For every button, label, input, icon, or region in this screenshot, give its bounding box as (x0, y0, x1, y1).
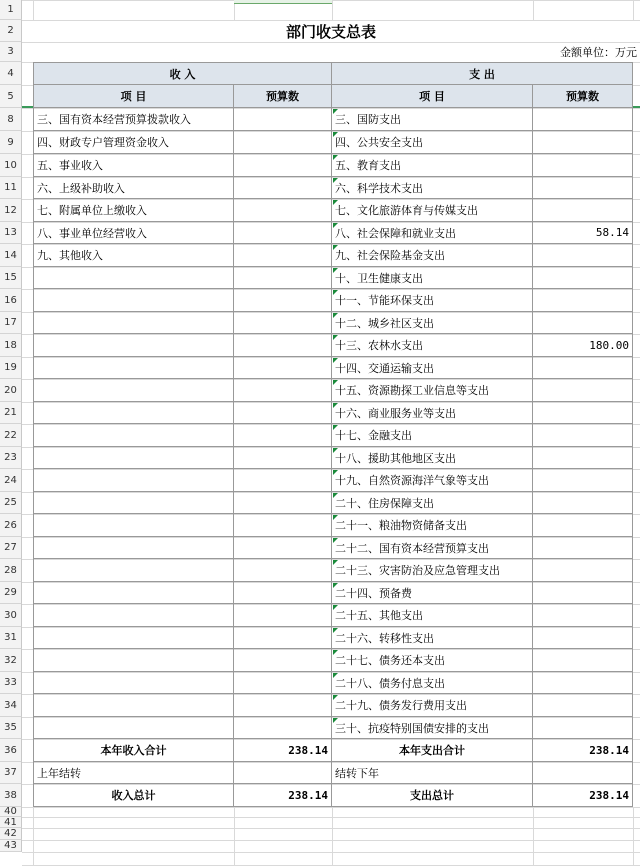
expense-item-cell[interactable]: 二十八、债务付息支出 (332, 672, 533, 694)
income-budget-cell[interactable] (234, 694, 332, 717)
income-budget-header[interactable]: 预算数 (234, 85, 332, 108)
cell-comment-marker-icon (333, 628, 338, 633)
expense-budget-cell[interactable] (533, 267, 633, 289)
row-header[interactable]: 27 (0, 537, 22, 559)
row-header[interactable]: 19 (0, 357, 22, 379)
income-item-cell[interactable]: 五、事业收入 (33, 154, 234, 177)
income-total-value[interactable]: 238.14 (234, 784, 332, 807)
income-budget-cell[interactable] (234, 537, 332, 559)
cell-comment-marker-icon (333, 583, 338, 588)
row-header[interactable]: 12 (0, 199, 22, 222)
gridline (22, 817, 640, 818)
income-budget-cell[interactable] (234, 514, 332, 537)
expense-budget-cell[interactable] (533, 672, 633, 694)
expense-item-cell[interactable]: 二十三、灾害防治及应急管理支出 (332, 559, 533, 582)
row-header[interactable]: 18 (0, 334, 22, 357)
expense-header[interactable]: 支 出 (332, 62, 633, 85)
income-item-cell[interactable]: 八、事业单位经营收入 (33, 222, 234, 244)
income-budget-cell[interactable] (234, 312, 332, 334)
cell-comment-marker-icon (333, 223, 338, 228)
gridline (332, 0, 333, 20)
expense-budget-cell[interactable] (533, 379, 633, 402)
income-item-cell[interactable] (33, 559, 234, 582)
row-header[interactable]: 1 (0, 0, 22, 20)
income-total-label[interactable]: 本年收入合计 (33, 739, 234, 762)
income-budget-cell[interactable] (234, 649, 332, 672)
row-header[interactable]: 16 (0, 289, 22, 312)
cell-comment-marker-icon (333, 335, 338, 340)
income-budget-cell[interactable] (234, 672, 332, 694)
expense-budget-cell[interactable] (533, 537, 633, 559)
expense-total-value[interactable]: 238.14 (533, 739, 633, 762)
row-header[interactable]: 30 (0, 604, 22, 627)
cell-comment-marker-icon (333, 403, 338, 408)
income-item-cell[interactable] (33, 582, 234, 604)
expense-budget-cell[interactable] (533, 312, 633, 334)
income-budget-cell[interactable] (234, 222, 332, 244)
expense-budget-cell[interactable] (533, 402, 633, 424)
cell-comment-marker-icon (333, 245, 338, 250)
cell-comment-marker-icon (333, 178, 338, 183)
cell-comment-marker-icon (333, 290, 338, 295)
cell-comment-marker-icon (333, 200, 338, 205)
income-item-cell[interactable] (33, 289, 234, 312)
cell-comment-marker-icon (333, 515, 338, 520)
expense-item-cell[interactable]: 二十九、债务发行费用支出 (332, 694, 533, 717)
cell-comment-marker-icon (333, 650, 338, 655)
row-header[interactable]: 4 (0, 62, 22, 85)
expense-item-cell[interactable]: 十八、援助其他地区支出 (332, 447, 533, 469)
expense-budget-cell[interactable] (533, 649, 633, 672)
row-header[interactable]: 10 (0, 154, 22, 177)
expense-budget-cell[interactable] (533, 627, 633, 649)
expense-budget-cell[interactable] (533, 424, 633, 447)
expense-budget-cell[interactable] (533, 604, 633, 627)
cell-comment-marker-icon (333, 605, 338, 610)
income-item-cell[interactable] (33, 537, 234, 559)
income-total-value[interactable]: 238.14 (234, 739, 332, 762)
row-header[interactable]: 29 (0, 582, 22, 604)
gridline (332, 807, 333, 865)
income-total-label[interactable]: 上年结转 (33, 762, 234, 784)
income-budget-cell[interactable] (234, 717, 332, 739)
income-item-cell[interactable] (33, 492, 234, 514)
expense-item-cell[interactable]: 六、科学技术支出 (332, 177, 533, 199)
income-item-cell[interactable] (33, 402, 234, 424)
cell-comment-marker-icon (333, 493, 338, 498)
row-header[interactable]: 43 (0, 840, 22, 852)
income-budget-cell[interactable] (234, 267, 332, 289)
expense-item-cell[interactable]: 二十一、粮油物资储备支出 (332, 514, 533, 537)
expense-item-cell[interactable]: 十五、资源勘探工业信息等支出 (332, 379, 533, 402)
row-header[interactable]: 14 (0, 244, 22, 267)
unit-label: 金额单位：万元 (560, 46, 637, 59)
row-header[interactable]: 11 (0, 177, 22, 199)
expense-budget-cell[interactable] (533, 694, 633, 717)
income-item-cell[interactable] (33, 717, 234, 739)
row-header[interactable]: 28 (0, 559, 22, 582)
expense-item-cell[interactable]: 七、文化旅游体育与传媒支出 (332, 199, 533, 222)
cell-comment-marker-icon (333, 560, 338, 565)
income-budget-cell[interactable] (234, 604, 332, 627)
expense-budget-cell[interactable] (533, 357, 633, 379)
expense-item-cell[interactable]: 十、卫生健康支出 (332, 267, 533, 289)
cell-comment-marker-icon (333, 673, 338, 678)
expense-budget-cell[interactable] (533, 177, 633, 199)
income-budget-cell[interactable] (234, 154, 332, 177)
row-header[interactable]: 26 (0, 514, 22, 537)
expense-item-cell[interactable]: 二十二、国有资本经营预算支出 (332, 537, 533, 559)
expense-total-value[interactable]: 238.14 (533, 784, 633, 807)
income-item-cell[interactable]: 六、上级补助收入 (33, 177, 234, 199)
expense-item-cell[interactable]: 三十、抗疫特别国债安排的支出 (332, 717, 533, 739)
row-header[interactable]: 3 (0, 42, 22, 62)
expense-item-cell[interactable]: 三、国防支出 (332, 108, 533, 131)
cell-comment-marker-icon (333, 425, 338, 430)
expense-item-cell[interactable]: 二十五、其他支出 (332, 604, 533, 627)
expense-budget-cell[interactable] (533, 199, 633, 222)
row-header[interactable]: 5 (0, 85, 22, 108)
income-budget-cell[interactable] (234, 199, 332, 222)
row-header[interactable]: 15 (0, 267, 22, 289)
income-item-cell[interactable]: 七、附属单位上缴收入 (33, 199, 234, 222)
cell-comment-marker-icon (333, 718, 338, 723)
row-header[interactable]: 24 (0, 469, 22, 492)
gridline (22, 807, 640, 808)
expense-budget-cell[interactable] (533, 492, 633, 514)
income-item-cell[interactable] (33, 447, 234, 469)
income-item-cell[interactable] (33, 694, 234, 717)
income-budget-cell[interactable] (234, 582, 332, 604)
expense-item-cell[interactable]: 十三、农林水支出 (332, 334, 533, 357)
expense-budget-cell[interactable] (533, 469, 633, 492)
expense-item-cell[interactable]: 十一、节能环保支出 (332, 289, 533, 312)
income-item-cell[interactable] (33, 469, 234, 492)
cell-comment-marker-icon (333, 358, 338, 363)
row-header[interactable]: 36 (0, 739, 22, 762)
expense-budget-cell[interactable]: 180.00 (533, 334, 633, 357)
expense-item-cell[interactable]: 二十、住房保障支出 (332, 492, 533, 514)
row-header[interactable]: 34 (0, 694, 22, 717)
income-item-cell[interactable] (33, 424, 234, 447)
income-item-header[interactable]: 项 目 (33, 85, 234, 108)
income-item-cell[interactable] (33, 379, 234, 402)
income-budget-cell[interactable] (234, 424, 332, 447)
cell-comment-marker-icon (333, 132, 338, 137)
income-total-value[interactable] (234, 762, 332, 784)
cell-comment-marker-icon (333, 538, 338, 543)
row-header[interactable]: 9 (0, 131, 22, 154)
expense-item-cell[interactable]: 二十六、转移性支出 (332, 627, 533, 649)
row-header[interactable]: 17 (0, 312, 22, 334)
income-item-cell[interactable] (33, 604, 234, 627)
expense-budget-cell[interactable] (533, 514, 633, 537)
income-item-cell[interactable] (33, 649, 234, 672)
row-header[interactable]: 37 (0, 762, 22, 784)
cell-comment-marker-icon (333, 380, 338, 385)
row-header[interactable]: 25 (0, 492, 22, 514)
expense-item-cell[interactable]: 十四、交通运输支出 (332, 357, 533, 379)
gridline (22, 840, 640, 841)
cell-comment-marker-icon (333, 109, 338, 114)
income-item-cell[interactable] (33, 334, 234, 357)
income-item-cell[interactable]: 三、国有资本经营预算拨款收入 (33, 108, 234, 131)
income-budget-cell[interactable] (234, 627, 332, 649)
income-budget-cell[interactable] (234, 379, 332, 402)
income-budget-cell[interactable] (234, 244, 332, 267)
expense-item-cell[interactable]: 五、教育支出 (332, 154, 533, 177)
row-header[interactable]: 20 (0, 379, 22, 402)
expense-budget-cell[interactable] (533, 289, 633, 312)
row-header[interactable]: 8 (0, 108, 22, 131)
expense-item-header[interactable]: 项 目 (332, 85, 533, 108)
cell-comment-marker-icon (333, 268, 338, 273)
income-item-cell[interactable] (33, 357, 234, 379)
gridline (22, 828, 640, 829)
expense-budget-cell[interactable] (533, 131, 633, 154)
income-item-cell[interactable] (33, 267, 234, 289)
expense-item-cell[interactable]: 二十七、债务还本支出 (332, 649, 533, 672)
income-budget-cell[interactable] (234, 108, 332, 131)
expense-item-cell[interactable]: 十九、自然资源海洋气象等支出 (332, 469, 533, 492)
gridline (633, 0, 634, 20)
income-budget-cell[interactable] (234, 492, 332, 514)
gridline (33, 0, 34, 20)
income-item-cell[interactable] (33, 312, 234, 334)
row-header[interactable]: 31 (0, 627, 22, 649)
income-item-cell[interactable] (33, 514, 234, 537)
income-budget-cell[interactable] (234, 559, 332, 582)
income-budget-cell[interactable] (234, 447, 332, 469)
expense-total-label[interactable]: 结转下年 (332, 762, 533, 784)
row-header[interactable]: 42 (0, 828, 22, 840)
cell-comment-marker-icon (333, 695, 338, 700)
row-header[interactable]: 41 (0, 817, 22, 828)
expense-budget-cell[interactable] (533, 559, 633, 582)
expense-item-cell[interactable]: 十六、商业服务业等支出 (332, 402, 533, 424)
row-header[interactable]: 32 (0, 649, 22, 672)
gridline (533, 0, 534, 20)
cell-comment-marker-icon (333, 470, 338, 475)
expense-item-cell[interactable]: 二十四、预备费 (332, 582, 533, 604)
income-item-cell[interactable]: 九、其他收入 (33, 244, 234, 267)
row-header[interactable]: 38 (0, 784, 22, 807)
gridline (22, 852, 640, 853)
income-budget-cell[interactable] (234, 334, 332, 357)
expense-item-cell[interactable]: 四、公共安全支出 (332, 131, 533, 154)
expense-item-cell[interactable]: 九、社会保险基金支出 (332, 244, 533, 267)
expense-budget-header[interactable]: 预算数 (533, 85, 633, 108)
income-budget-cell[interactable] (234, 289, 332, 312)
expense-item-cell[interactable]: 十七、金融支出 (332, 424, 533, 447)
row-header[interactable]: 13 (0, 222, 22, 244)
row-header[interactable]: 2 (0, 20, 22, 42)
expense-item-cell[interactable]: 八、社会保障和就业支出 (332, 222, 533, 244)
expense-budget-cell[interactable] (533, 717, 633, 739)
gridline (533, 807, 534, 865)
report-title: 部门收支总表 (285, 22, 376, 41)
expense-budget-cell[interactable] (533, 582, 633, 604)
row-header[interactable]: 21 (0, 402, 22, 424)
gridline (234, 807, 235, 865)
expense-budget-cell[interactable] (533, 108, 633, 131)
income-item-cell[interactable] (33, 672, 234, 694)
cell-comment-marker-icon (333, 313, 338, 318)
income-budget-cell[interactable] (234, 357, 332, 379)
row-header[interactable]: 40 (0, 807, 22, 817)
income-item-cell[interactable] (33, 627, 234, 649)
row-header[interactable]: 23 (0, 447, 22, 469)
expense-item-cell[interactable]: 十二、城乡社区支出 (332, 312, 533, 334)
column-selection-highlight (234, 0, 332, 4)
income-header[interactable]: 收 入 (33, 62, 332, 85)
expense-budget-cell[interactable] (533, 154, 633, 177)
income-budget-cell[interactable] (234, 131, 332, 154)
row-header[interactable]: 22 (0, 424, 22, 447)
expense-budget-cell[interactable] (533, 447, 633, 469)
income-budget-cell[interactable] (234, 469, 332, 492)
cell-comment-marker-icon (333, 448, 338, 453)
row-header[interactable]: 35 (0, 717, 22, 739)
income-total-label[interactable]: 收入总计 (33, 784, 234, 807)
gridline (33, 807, 34, 865)
expense-total-label[interactable]: 本年支出合计 (332, 739, 533, 762)
income-budget-cell[interactable] (234, 402, 332, 424)
gridline (633, 807, 634, 865)
income-item-cell[interactable]: 四、财政专户管理资金收入 (33, 131, 234, 154)
cell-comment-marker-icon (333, 155, 338, 160)
expense-total-label[interactable]: 支出总计 (332, 784, 533, 807)
expense-budget-cell[interactable] (533, 244, 633, 267)
expense-total-value[interactable] (533, 762, 633, 784)
row-header[interactable]: 33 (0, 672, 22, 694)
expense-budget-cell[interactable]: 58.14 (533, 222, 633, 244)
income-budget-cell[interactable] (234, 177, 332, 199)
